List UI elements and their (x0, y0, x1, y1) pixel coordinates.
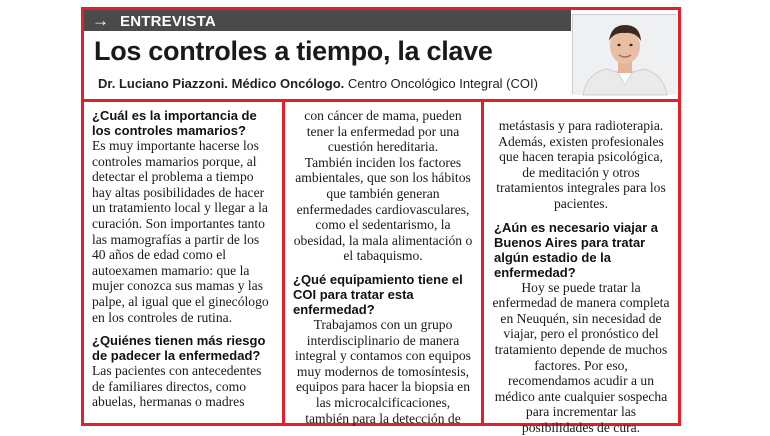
answer-2: Las pacientes con antecedentes de familiares directos, como abuelas, hermanas o madres (92, 363, 262, 410)
answer-2-continued: con cáncer de mama, pueden tener la enfermedad por una cuestión hereditaria. (304, 108, 462, 155)
arrow-right-icon: → (92, 11, 110, 30)
answer-3: Trabajamos con un grupo interdisciplinario de manera integral y contamos con equipos muy modernos de tomosíntesis, equipos para hacer la biopsia en las microcalcificaciones, también para la detección de (295, 316, 471, 426)
question-4: ¿Aún es necesario viajar a Buenos Aires para tratar algún estadio de la enfermedad? (494, 219, 659, 280)
byline-org: Centro Oncológico Integral (COI) (347, 76, 538, 91)
byline-name: Dr. Luciano Piazzoni. Médico Oncólogo. (98, 76, 345, 91)
interview-article (81, 7, 681, 435)
answer-3-continued: metástasis y para radioterapia. (498, 118, 664, 133)
column-3 (484, 102, 678, 435)
answer-2-paragraph: También inciden los factores ambientales, que son los hábitos que también generan enfermedades cardiovasculares, como el sedentarismo, la obesidad, la mala alimentación o el tabaquismo. (293, 154, 473, 264)
column-1 (84, 102, 282, 423)
section-label: ENTREVISTA (120, 13, 216, 30)
question-1: ¿Cuál es la importancia de los controles mamarios? (92, 108, 257, 138)
article-body (84, 99, 678, 435)
section-bar (84, 10, 571, 31)
column-2 (285, 102, 481, 426)
doctor-portrait-image (573, 15, 677, 95)
article-header (84, 10, 678, 99)
doctor-photo (572, 14, 676, 94)
answer-3-paragraph: Además, existen profesionales que hacen terapia psicológica, de meditación y otros tratamientos integrales para los pacientes. (496, 133, 666, 211)
answer-1: Es muy importante hacerse los controles mamarios porque, al detectar el problema a tiempo hay altas posibilidades de hacer un tratamiento local y llegar a la curación. Son importantes tanto las mamografías a partir de los 40 años de edad como el autoexamen mamario: que la mujer conozca sus mamas y las palpe, al igual que el ginecólogo en los controles de rutina. (92, 138, 269, 325)
question-3: ¿Qué equipamiento tiene el COI para tratar esta enfermedad? (293, 271, 463, 317)
article-title: Los controles a tiempo, la clave (94, 36, 493, 66)
byline (98, 76, 538, 91)
answer-4: Hoy se puede tratar la enfermedad de manera completa en Neuquén, sin necesidad de viajar, pero el pronóstico del tratamiento depende de muchos factores. Por eso, recomendamos acudir a un médico ante cualquier sospecha para incrementar las posibilidades de cura. (492, 279, 670, 435)
question-2: ¿Quiénes tienen más riesgo de padecer la enfermedad? (92, 333, 266, 364)
